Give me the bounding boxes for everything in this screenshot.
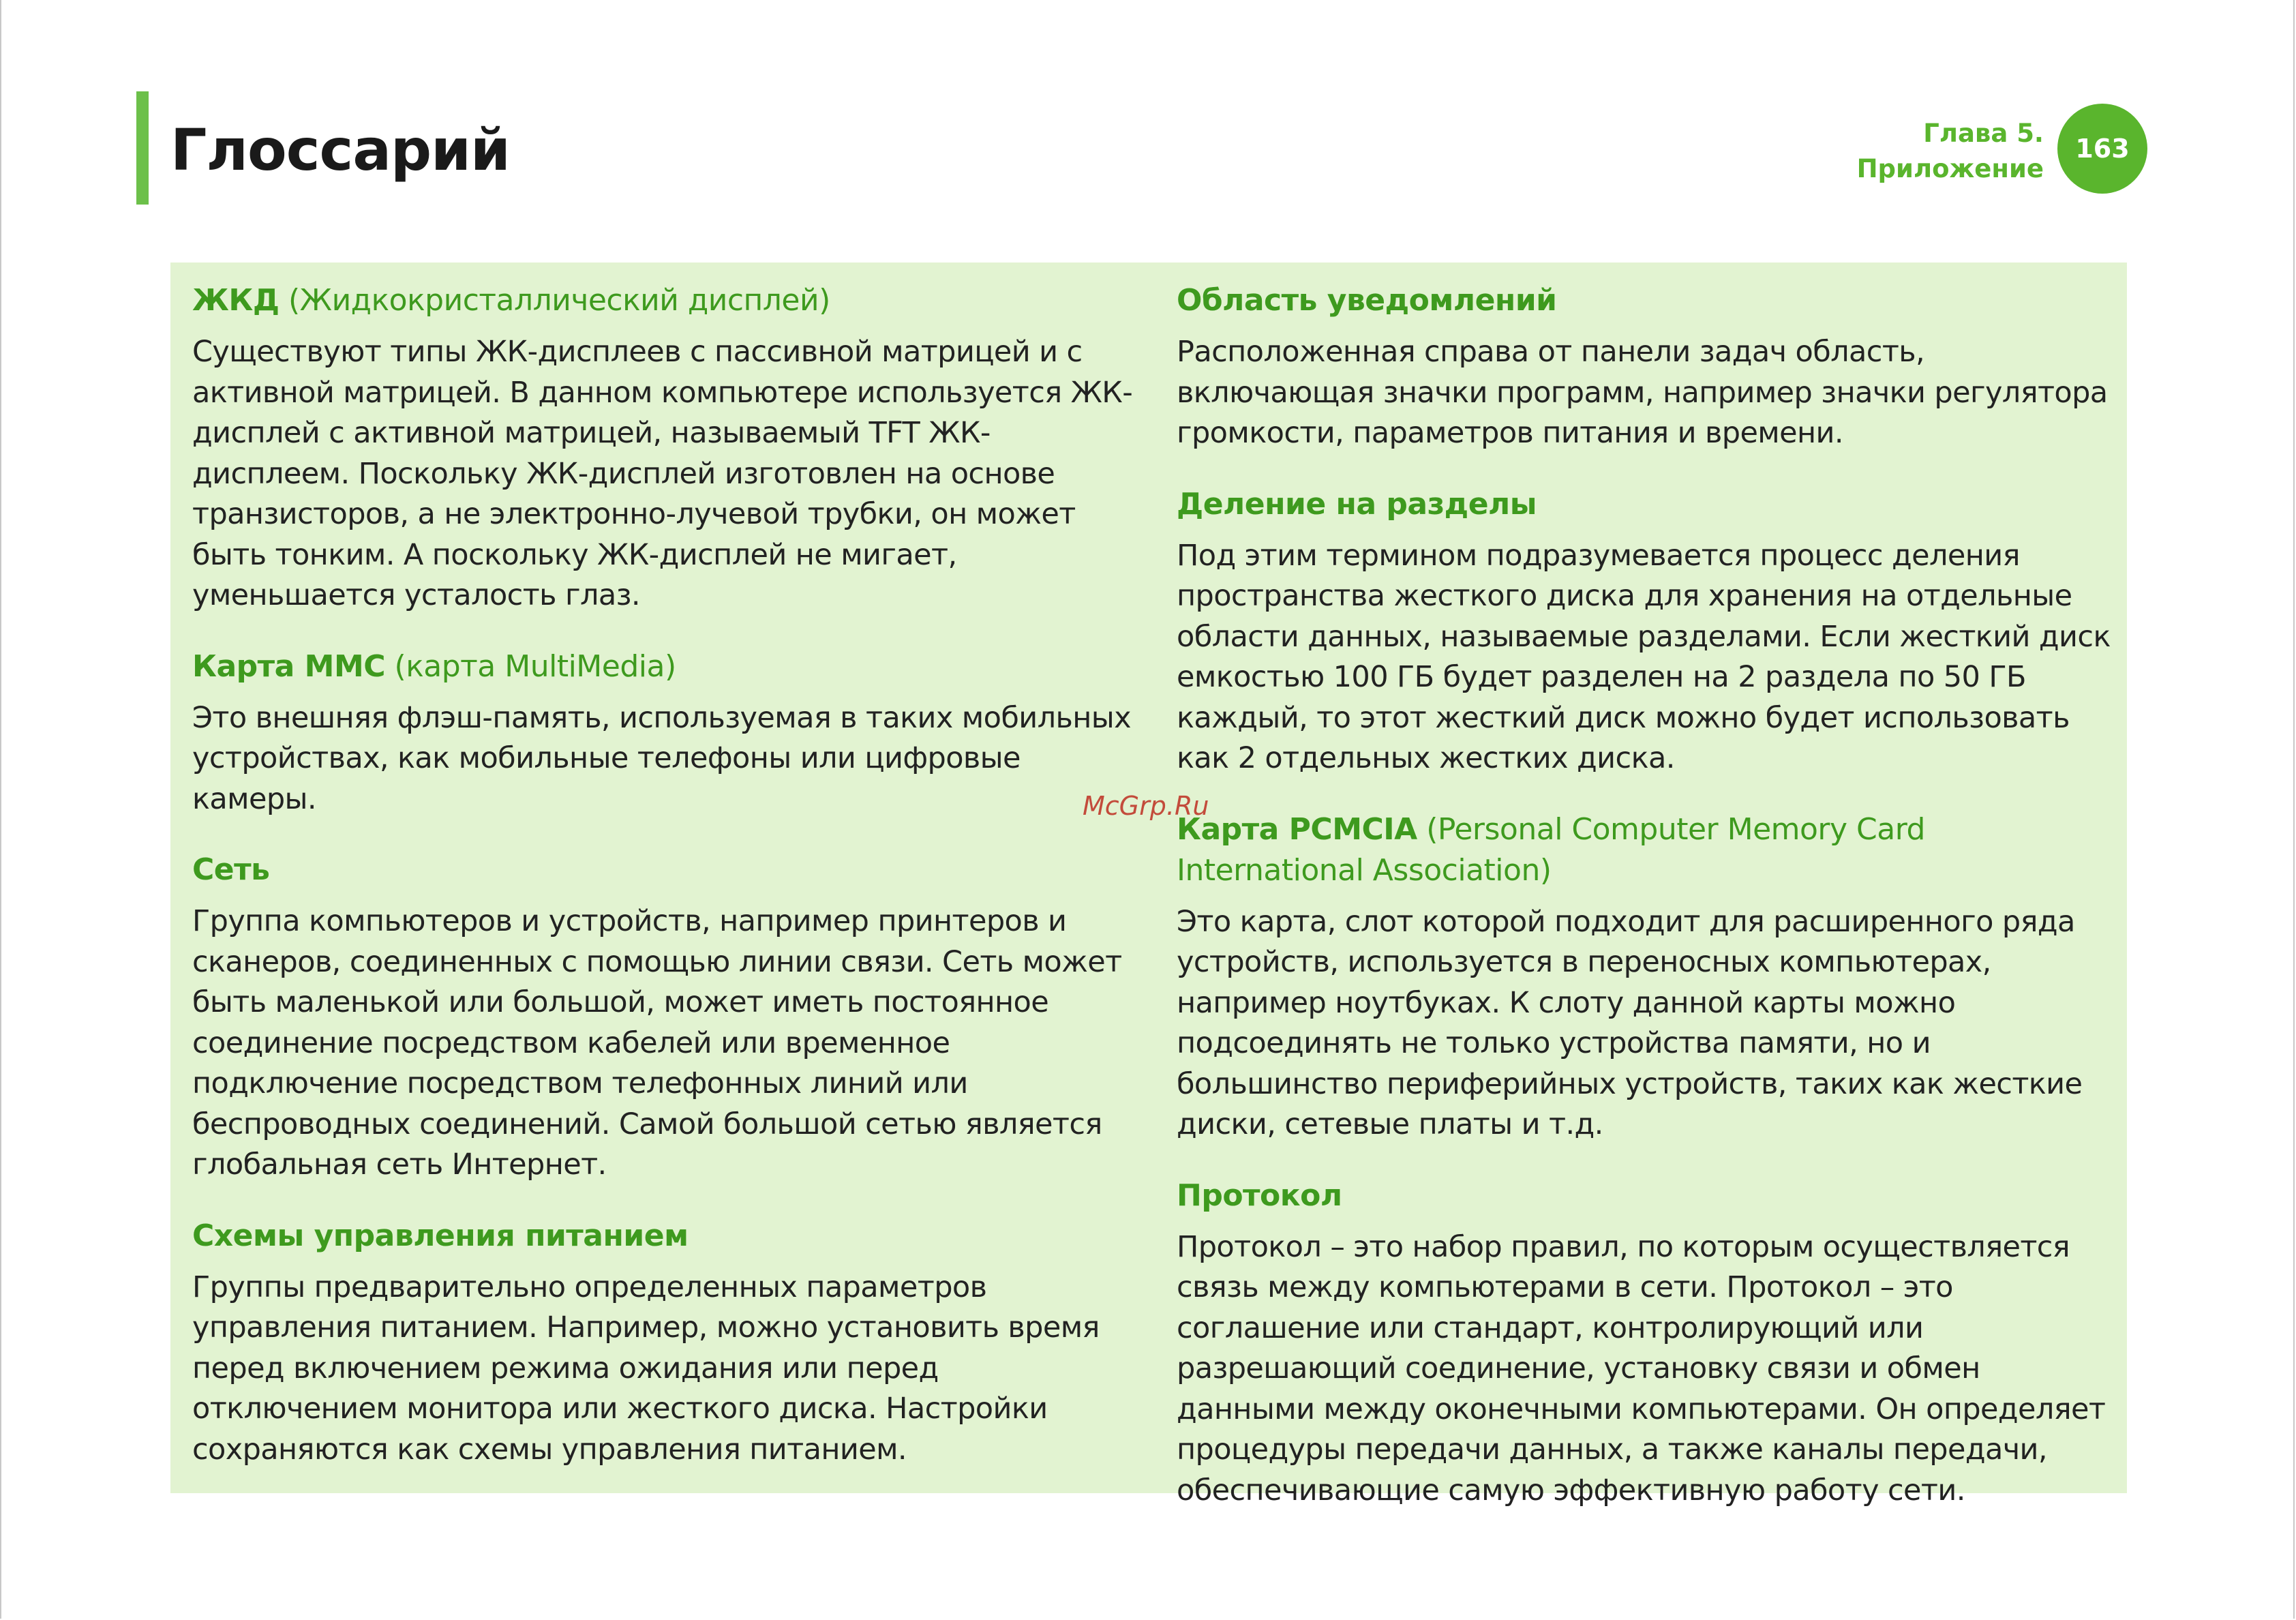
term-name: Сеть: [192, 852, 270, 887]
term-name: Протокол: [1177, 1178, 1342, 1213]
glossary-entry-notification-area: [1177, 280, 2117, 454]
chapter-label: [1857, 116, 2044, 187]
glossary-entry-protocol: [1177, 1175, 2117, 1512]
glossary-entry-partitioning: [1177, 484, 2117, 779]
chapter-name: Приложение: [1856, 154, 2044, 183]
chapter-number: Глава 5.: [1923, 119, 2044, 148]
glossary-entry-lcd: [192, 280, 1133, 616]
entry-term: [1177, 1175, 2117, 1216]
term-name: Карта MMC: [192, 648, 386, 684]
entry-definition: Это внешняя флэш-память, используемая в таких мобильных устройствах, как мобильные телефоны или цифровые камеры.: [192, 700, 1131, 816]
entry-term: [1177, 484, 2117, 525]
entry-definition: Существуют типы ЖК-дисплеев с пассивной матрицей и с активной матрицей. В данном компьютере используется ЖК-дисплей с активной матрицей, называемый TFT ЖК-дисплеем. Поскольку ЖК-дисплей изготовлен на основе транзисторов, а не электронно-лучевой трубки, он может быть тонким. А поскольку ЖК-дисплей не мигает, уменьшается усталость глаз.: [192, 335, 1133, 612]
entry-definition: Протокол – это набор правил, по которым осуществляется связь между компьютерами в сети. Протокол – это соглашение или стандарт, контролирующий или разрешающий соединение, установку связи и обмен данными между оконечными компьютерами. Он определяет процедуры передачи данных, а также каналы передачи, обеспечивающие самую эффективную работу сети.: [1177, 1229, 2106, 1508]
entry-definition: Расположенная справа от панели задач область, включающая значки программ, например значки регулятора громкости, параметров питания и времени.: [1177, 335, 2108, 450]
glossary-entry-network: [192, 850, 1133, 1186]
entry-term: [192, 850, 1133, 890]
page-title: Глоссарий: [170, 117, 510, 183]
entry-term: [192, 280, 1133, 321]
entry-definition: Группы предварительно определенных параметров управления питанием. Например, можно установить время перед включением режима ожидания или перед отключением монитора или жесткого диска. Настройки сохраняются как схемы управления питанием.: [192, 1270, 1100, 1467]
term-name: Деление на разделы: [1177, 486, 1537, 522]
entry-term: [1177, 280, 2117, 321]
entry-term: [192, 646, 1133, 687]
term-expansion: (карта MultiMedia): [394, 648, 676, 684]
term-expansion: (Personal Computer Memory Card International Association): [1177, 811, 1925, 888]
glossary-panel: [170, 262, 2127, 1508]
glossary-column-left: [192, 280, 1133, 1500]
glossary-column-right: [1177, 280, 2117, 1541]
entry-definition: Под этим термином подразумевается процесс деления пространства жесткого диска для хранения на отдельные области данных, называемые разделами. Если жесткий диск емкостью 100 ГБ будет разделен на 2 раздела по 50 ГБ каждый, то этот жесткий диск можно будет использовать как 2 отдельных жестких диска.: [1177, 538, 2111, 775]
glossary-entry-pcmcia: [1177, 809, 2117, 1145]
entry-term: [192, 1216, 1133, 1257]
glossary-entry-mmc: [192, 646, 1133, 820]
glossary-entry-power-schemes: [192, 1216, 1133, 1471]
term-expansion: (Жидкокристаллический дисплей): [288, 283, 830, 318]
term-name: Схемы управления питанием: [192, 1218, 689, 1253]
watermark: McGrp.Ru: [1083, 791, 1209, 821]
term-name: Область уведомлений: [1177, 283, 1557, 318]
term-name: Карта PCMCIA: [1177, 811, 1417, 847]
page-number-badge: 163: [2057, 104, 2147, 194]
term-name: ЖКД: [192, 283, 280, 318]
title-accent-bar: [136, 91, 149, 205]
entry-definition: Это карта, слот которой подходит для расширенного ряда устройств, используется в переносных компьютерах, например ноутбуках. К слоту данной карты можно подсоединять не только устройства памяти, но и большинство периферийных устройств, таких как жесткие диски, сетевые платы и т.д.: [1177, 904, 2083, 1141]
entry-definition: Группа компьютеров и устройств, например принтеров и сканеров, соединенных с помощью линии связи. Сеть может быть маленькой или большой, может иметь постоянное соединение посредством кабелей или временное подключение посредством телефонных линий или беспроводных соединений. Самой большой сетью является глобальная сеть Интернет.: [192, 904, 1122, 1182]
entry-term: [1177, 809, 2117, 891]
